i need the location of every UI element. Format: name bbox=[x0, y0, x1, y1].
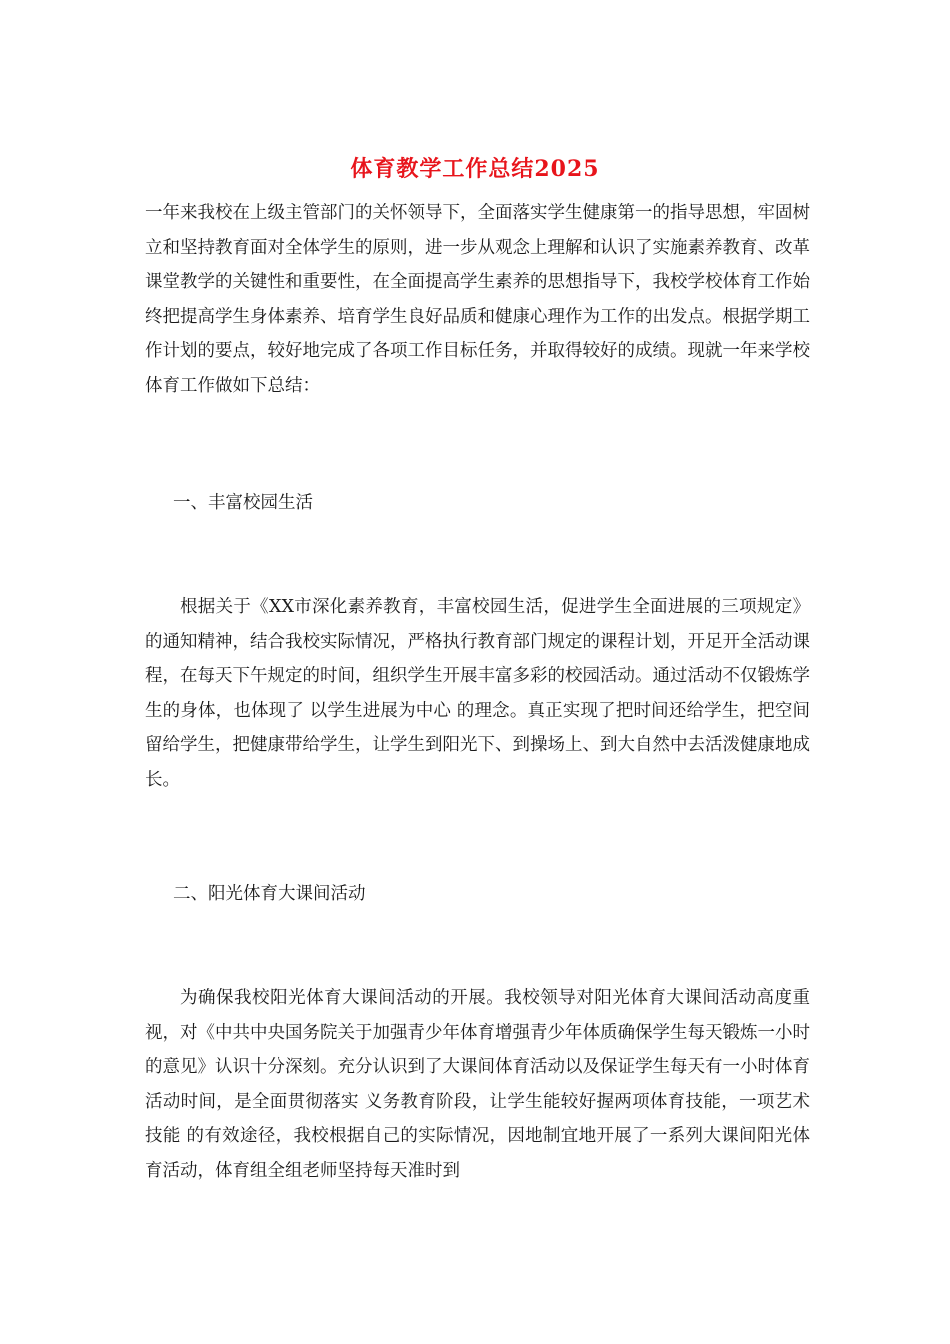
document-title: 体育教学工作总结2025 bbox=[350, 156, 600, 182]
section-body-2: 为确保我校阳光体育大课间活动的开展。我校领导对阳光体育大课间活动高度重视，对《中共中央国务院关于加强青少年体育增强青少年体质确保学生每天锻炼一小时的意见》认识十分深刻。充分认识到了大课间体育活动以及保证学生每天有一小时体育活动时间，是全面贯彻落实 义务教育阶段，让学生能较好握两项体育技能，一项艺术技能 的有效途径，我校根据自己的实际情况，因地制宜地开展了一系列大课间阳光体育活动，体育组全组老师坚持每天准时到 bbox=[145, 988, 810, 1181]
section-heading-1: 一、丰富校园生活 bbox=[173, 493, 313, 513]
section-heading-2: 二、阳光体育大课间活动 bbox=[173, 884, 366, 904]
section-body-1: 根据关于《XX市深化素养教育，丰富校园生活，促进学生全面进展的三项规定》的通知精神，结合我校实际情况，严格执行教育部门规定的课程计划，开足开全活动课程，在每天下午规定的时间，组织学生开展丰富多彩的校园活动。通过活动不仅锻炼学生的身体，也体现了 以学生进展为中心 的理念。真正实现了把时间还给学生，把空间留给学生，把健康带给学生，让学生到阳光下、到操场上、到大自然中去活泼健康地成长。 bbox=[145, 597, 810, 790]
intro-paragraph: 一年来我校在上级主管部门的关怀领导下，全面落实学生健康第一的指导思想，牢固树立和坚持教育面对全体学生的原则，进一步从观念上理解和认识了实施素养教育、改革课堂教学的关键性和重要性，在全面提高学生素养的思想指导下，我校学校体育工作始终把提高学生身体素养、培育学生良好品质和健康心理作为工作的出发点。根据学期工作计划的要点，较好地完成了各项工作目标任务，并取得较好的成绩。现就一年来学校体育工作做如下总结： bbox=[145, 203, 810, 396]
